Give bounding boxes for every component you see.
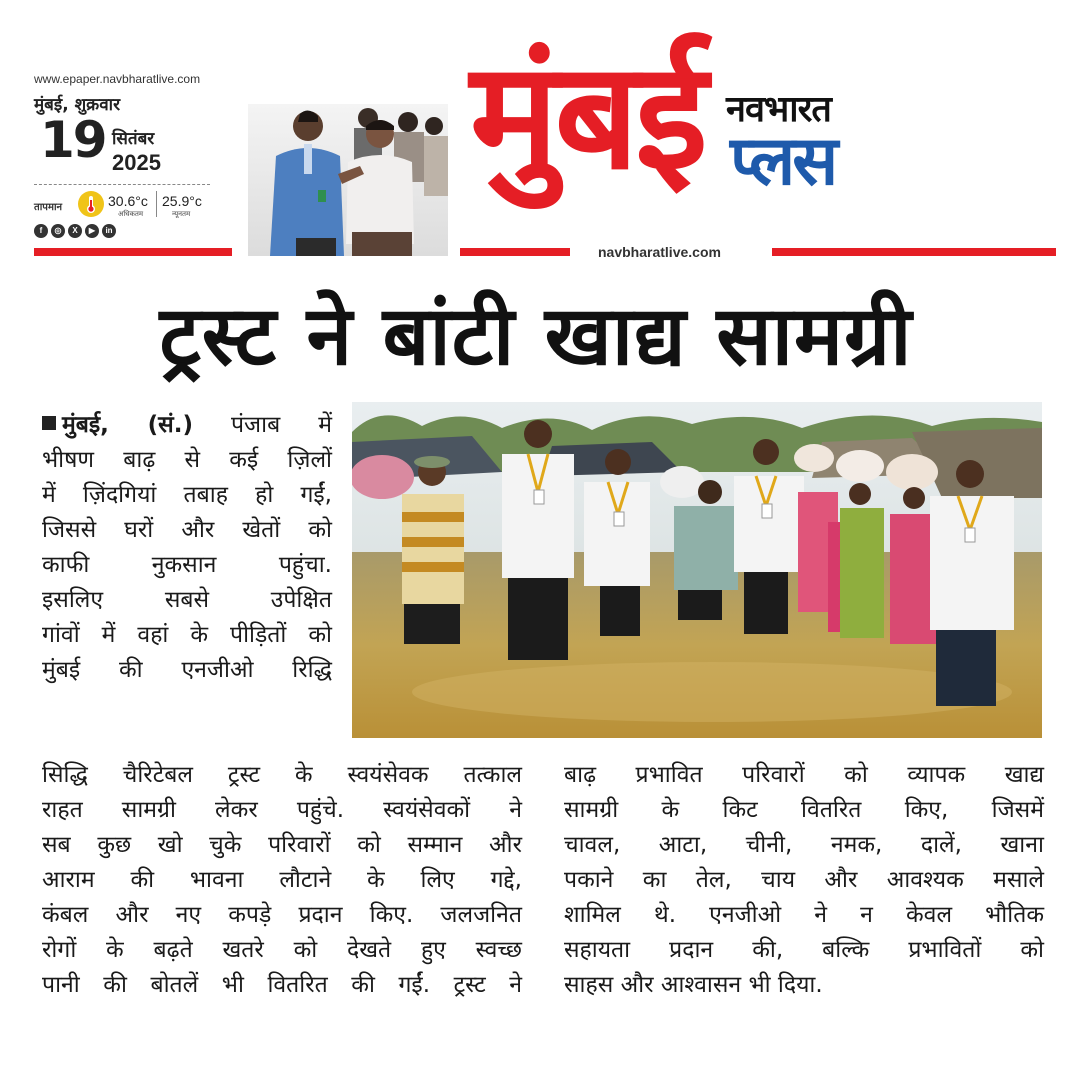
x-icon[interactable]: X bbox=[68, 224, 82, 238]
article-line: पकाने का तेल, चाय और आवश्यक मसाले bbox=[564, 867, 1044, 893]
divider bbox=[156, 191, 157, 217]
date-day: 19 bbox=[40, 111, 106, 169]
brand-name-top: नवभारत bbox=[726, 89, 831, 130]
masthead-city-title: मुंबई bbox=[470, 30, 704, 202]
article-line: सामग्री के किट वितरित किए, जिसमें bbox=[564, 797, 1044, 823]
article-line: भीषण बाढ़ से कई ज़िलों bbox=[42, 447, 332, 473]
temperature-max-label: अधिकतम bbox=[118, 210, 144, 218]
article-line: बाढ़ प्रभावित परिवारों को व्यापक खाद्य bbox=[564, 762, 1044, 788]
article-line: राहत सामग्री लेकर पहुंचे. स्वयंसेवकों ने bbox=[42, 797, 522, 823]
masthead-rule bbox=[772, 248, 1056, 256]
linkedin-icon[interactable]: in bbox=[102, 224, 116, 238]
date-month: सितंबर bbox=[112, 129, 155, 149]
article-line: साहस और आश्वासन भी दिया. bbox=[564, 972, 823, 998]
social-links bbox=[34, 224, 116, 238]
article-line: मुंबई की एनजीओ रिद्धि bbox=[42, 657, 332, 683]
epaper-url[interactable]: www.epaper.navbharatlive.com bbox=[34, 72, 201, 86]
thermometer-icon bbox=[78, 191, 104, 217]
news-photo bbox=[352, 402, 1042, 738]
bullet-square-icon bbox=[42, 416, 56, 430]
article-line: गांवों में वहां के पीड़ितों को bbox=[42, 622, 332, 648]
article-line: सब कुछ खो चुके परिवारों को सम्मान और bbox=[42, 832, 522, 858]
instagram-icon[interactable]: ◎ bbox=[51, 224, 65, 238]
headline: ट्रस्ट ने बांटी खाद्य सामग्री bbox=[159, 289, 913, 384]
divider bbox=[34, 184, 210, 185]
temperature-label: तापमान bbox=[34, 202, 63, 213]
article-dateline: मुंबई, (सं.) bbox=[62, 412, 193, 438]
article-line: में ज़िंदगियां तबाह हो गईं, bbox=[42, 482, 332, 508]
article-column-1 bbox=[42, 408, 332, 688]
site-domain[interactable]: navbharatlive.com bbox=[598, 244, 721, 260]
article-line: सहायता प्रदान की, बल्कि प्रभावितों को bbox=[564, 937, 1044, 963]
brand-name-bottom: प्लस bbox=[730, 122, 836, 201]
article-line: शामिल थे. एनजीओ ने न केवल भौतिक bbox=[564, 902, 1044, 928]
city-day-label: मुंबई, शुक्रवार bbox=[34, 95, 121, 115]
article-line: काफी नुकसान पहुंचा. bbox=[42, 552, 332, 578]
temperature-max: 30.6°c bbox=[108, 193, 148, 209]
date-year: 2025 bbox=[112, 150, 161, 175]
youtube-icon[interactable]: ▶ bbox=[85, 224, 99, 238]
article-line: चावल, आटा, चीनी, नमक, दालें, खाना bbox=[564, 832, 1044, 858]
article-line: पानी की बोतलें भी वितरित की गईं. ट्रस्ट ने bbox=[42, 972, 522, 998]
article-column-3 bbox=[564, 758, 1044, 1003]
masthead-rule bbox=[34, 248, 232, 256]
article-line bbox=[42, 408, 332, 443]
article-line: रोगों के बढ़ते खतरे को देखते हुए स्वच्छ bbox=[42, 937, 522, 963]
article-line: इसलिए सबसे उपेक्षित bbox=[42, 587, 332, 613]
facebook-icon[interactable]: f bbox=[34, 224, 48, 238]
masthead-photo bbox=[248, 104, 448, 256]
article-column-2 bbox=[42, 758, 522, 1003]
article-line: आराम की भावना लौटाने के लिए गद्दे, bbox=[42, 867, 522, 893]
article-line: कंबल और नए कपड़े प्रदान किए. जलजनित bbox=[42, 902, 522, 928]
temperature-min-label: न्यूनतम bbox=[172, 210, 191, 218]
article-text: पंजाब में bbox=[230, 412, 332, 438]
article-line: जिससे घरों और खेतों को bbox=[42, 517, 332, 543]
temperature-min: 25.9°c bbox=[162, 193, 202, 209]
article-line: सिद्धि चैरिटेबल ट्रस्ट के स्वयंसेवक तत्काल bbox=[42, 762, 522, 788]
masthead-rule bbox=[460, 248, 570, 256]
